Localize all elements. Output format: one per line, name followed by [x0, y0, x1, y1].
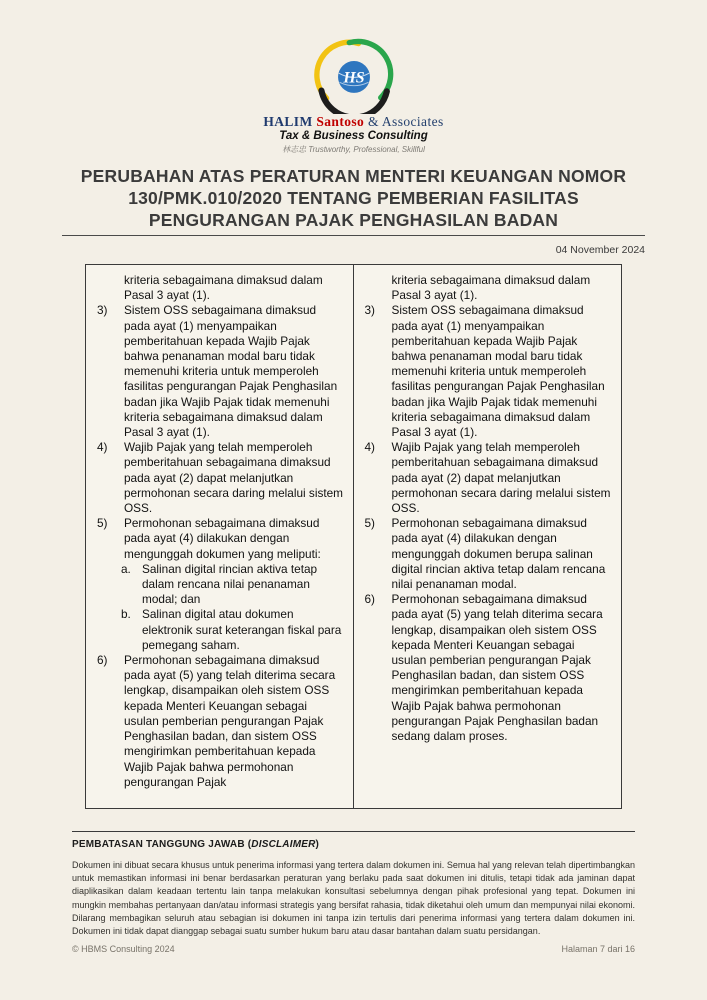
list-item-text: Wajib Pajak yang telah memperoleh pemberitahuan sebagaimana dimaksud pada ayat (2) dapat melanjutkan permohonan secara daring melalui sistem OSS. [124, 440, 344, 516]
list-item-number: 4) [97, 440, 108, 455]
left-column-list [97, 303, 344, 790]
right-column [354, 265, 622, 808]
disclaimer-divider [72, 831, 635, 832]
disclaimer-heading [72, 839, 635, 850]
list-item-text: Sistem OSS sebagaimana dimaksud pada ayat (1) menyampaikan pemberitahuan kepada Wajib Pajak bahwa penanaman modal baru tidak memenuhi kriteria untuk memperoleh fasilitas pengurangan Pajak Penghasilan badan jika Wajib Pajak tidak memenuhi kriteria sebagaimana dimaksud dalam Pasal 3 ayat (1). [391, 303, 605, 440]
list-item-text: Sistem OSS sebagaimana dimaksud pada ayat (1) menyampaikan pemberitahuan kepada Wajib Pajak bahwa penanaman modal baru tidak memenuhi kriteria untuk memperoleh fasilitas pengurangan Pajak Penghasilan badan jika Wajib Pajak tidak memenuhi kriteria sebagaimana dimaksud dalam Pasal 3 ayat (1). [124, 303, 338, 440]
page-footer [72, 944, 635, 954]
list-item [365, 516, 613, 592]
logo-monogram: HS [342, 69, 365, 87]
title-line: PENGURANGAN PAJAK PENGHASILAN BADAN [148, 210, 559, 230]
list-item-text: Permohonan sebagaimana dimaksud pada ayat (5) yang telah diterima secara lengkap, disampaikan oleh sistem OSS kepada Menteri Keuangan sebagai usulan pemberian pengurangan Pajak Penghasilan badan, dan sistem OSS mengirimkan pemberitahuan kepada Wajib Pajak bahwa permohonan pengurangan Pajak [124, 653, 336, 789]
list-item-text: Salinan digital atau dokumen elektronik surat keterangan fiskal para pemegang saham. [142, 607, 342, 652]
company-name [0, 114, 707, 129]
list-item-text: Wajib Pajak yang telah memperoleh pemberitahuan sebagaimana dimaksud pada ayat (2) dapat melanjutkan permohonan secara daring melalui sistem OSS. [391, 440, 611, 516]
list-item [97, 653, 344, 790]
company-name-santoso: Santoso [316, 114, 365, 129]
disclaimer-section [72, 831, 635, 938]
document-date: 04 November 2024 [555, 244, 645, 256]
list-item-text: Permohonan sebagaimana dimaksud pada ayat (5) yang telah diterima secara lengkap, disampaikan oleh sistem OSS kepada Menteri Keuangan sebagai usulan pemberian pengurangan Pajak Penghasilan badan, dan sistem OSS mengirimkan pemberitahuan kepada Wajib Pajak bahwa permohonan pengurangan Pajak Penghasilan badan sedang dalam proses. [391, 592, 603, 744]
list-item-number: 3) [97, 303, 108, 318]
list-item-number: b. [121, 607, 131, 622]
disclaimer-heading-italic: DISCLAIMER [251, 839, 316, 850]
list-item-number: 3) [364, 303, 375, 318]
list-item-number: 5) [97, 516, 108, 531]
list-item-text: Permohonan sebagaimana dimaksud pada ayat (4) dilakukan dengan mengunggah dokumen yang meliputi: [124, 516, 321, 561]
list-item-number: 6) [97, 653, 108, 668]
title-line: PERUBAHAN ATAS PERATURAN MENTERI KEUANGAN NOMOR [80, 166, 627, 186]
footer-page-number: Halaman 7 dari 16 [561, 944, 635, 954]
list-item [365, 303, 613, 440]
list-item-number: 6) [364, 592, 375, 607]
company-motto: 林志忠 Trustworthy, Professional, Skillful [282, 145, 425, 154]
list-item [97, 303, 344, 440]
disclaimer-heading-prefix: PEMBATASAN TANGGUNG JAWAB ( [72, 839, 252, 850]
title-divider [62, 235, 645, 236]
company-name-rest: & Associates [364, 114, 444, 129]
page-title [54, 165, 654, 231]
list-item [121, 607, 344, 653]
disclaimer-heading-suffix: ) [315, 839, 320, 850]
content-box [85, 264, 622, 809]
left-column [86, 265, 354, 808]
company-name-halim: HALIM [263, 114, 313, 129]
company-tagline: Tax & Business Consulting [279, 130, 428, 142]
list-item-number: 5) [364, 516, 375, 531]
list-item [365, 440, 613, 516]
list-item [365, 592, 613, 744]
company-logo [0, 0, 707, 155]
list-item-text: Permohonan sebagaimana dimaksud pada ayat (4) dilakukan dengan mengunggah dokumen berupa salinan digital rincian aktiva tetap dalam rencana nilai penanaman modal. [391, 516, 606, 592]
right-column-list [365, 303, 613, 744]
list-item-number: a. [121, 561, 131, 576]
disclaimer-body: Dokumen ini dibuat secara khusus untuk penerima informasi yang tertera dalam dokumen ini. Semua hal yang relevan telah dipertimbangkan untuk memastikan informasi ini benar berdasarkan peraturan yang berlaku pada saat dokumen ini ditulis, tetapi tidak ada jaminan dapat diaplikasikan dalam keadaan tertentu lain tanpa melakukan konsultasi sebelumnya dengan pihak profesional yang tepat. Dokumen ini mungkin membahas pertanyaan dan/atau informasi strategis yang bersifat rahasia, tidak diketahui oleh umum dan mempunyai nilai ekonomi. Dilarang membagikan seluruh atau sebagian isi dokumen ini tanpa izin tertulis dari penerima informasi yang tertera dalam dokumen ini. Dokumen ini tidak dapat dianggap sebagai suatu sumber hukum baru atau dasar bantahan dalam suatu persidangan. [72, 860, 635, 937]
title-line: 130/PMK.010/2020 TENTANG PEMBERIAN FASILITAS [128, 188, 579, 208]
list-item-number: 4) [364, 440, 375, 455]
list-item-text: Salinan digital rincian aktiva tetap dalam rencana nilai penanaman modal; dan [142, 561, 318, 607]
list-item [97, 516, 344, 562]
list-item [121, 562, 344, 608]
right-column-intro: kriteria sebagaimana dimaksud dalam Pasal 3 ayat (1). [391, 273, 591, 303]
logo-mark-icon [295, 38, 413, 114]
list-item [97, 440, 344, 516]
left-column-intro: kriteria sebagaimana dimaksud dalam Pasal 3 ayat (1). [124, 273, 323, 303]
footer-copyright: © HBMS Consulting 2024 [72, 944, 175, 954]
